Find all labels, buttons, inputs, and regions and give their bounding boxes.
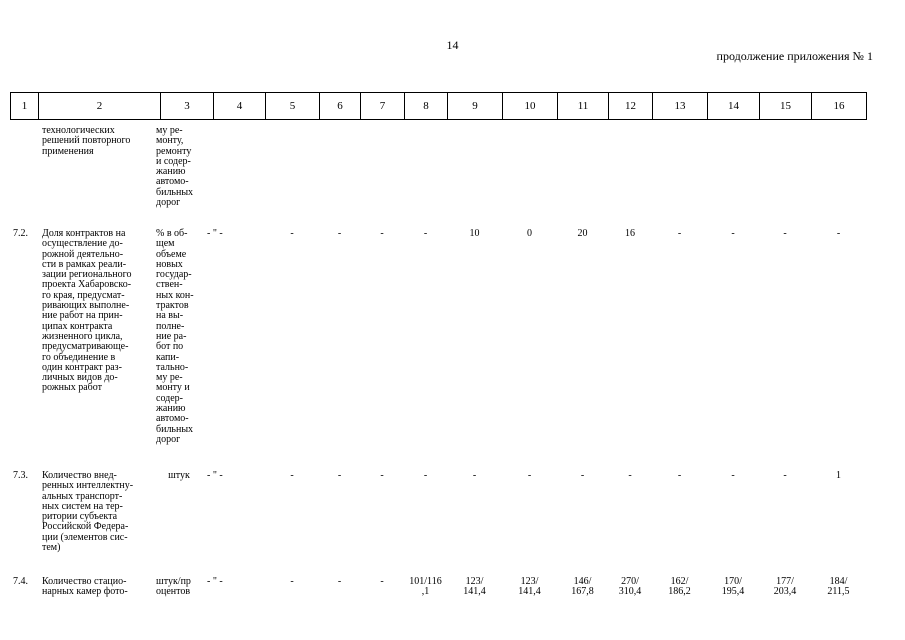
row-name-line: проекта Хабаровско- bbox=[42, 279, 132, 291]
row-name-line: сти в рамках реали- bbox=[42, 258, 127, 270]
value-col-13: - bbox=[677, 228, 682, 239]
row-unit-line: ствен- bbox=[156, 279, 183, 291]
header-col-4: 4 bbox=[214, 93, 266, 120]
header-col-8: 8 bbox=[405, 93, 448, 120]
row-name-line: го объединение в bbox=[42, 351, 116, 363]
row-name-line: Доля контрактов на bbox=[42, 228, 126, 239]
continuation-unit-line: му ре- bbox=[156, 125, 183, 136]
row-name-line: ривающих выполне- bbox=[42, 300, 130, 312]
value-col-12: 270/ 310,4 bbox=[618, 576, 642, 598]
value-col-13: 162/ 186,2 bbox=[668, 576, 691, 598]
row-name bbox=[42, 471, 157, 553]
value-col-9: - bbox=[472, 470, 477, 481]
row-number: 7.2. bbox=[13, 228, 28, 239]
row-unit-line: щем bbox=[156, 238, 175, 250]
header-col-13: 13 bbox=[653, 93, 708, 120]
row-unit bbox=[156, 577, 202, 598]
row-unit-line: объеме bbox=[156, 248, 187, 260]
continuation-unit-line: бильных bbox=[156, 186, 194, 198]
continuation-unit-line: и содер- bbox=[156, 155, 191, 167]
row-unit-line: монту и bbox=[156, 382, 190, 394]
row-name-line: нарных камер фото- bbox=[42, 586, 128, 598]
value-col-8: - bbox=[423, 228, 428, 239]
row-unit-line: штук bbox=[168, 470, 190, 481]
continuation-name-line: решений повторного bbox=[42, 135, 131, 147]
continuation-unit-line: монту, bbox=[156, 135, 184, 147]
value-col-6: - bbox=[337, 470, 342, 481]
value-col-14: - bbox=[731, 470, 735, 481]
row-unit-line: тально- bbox=[156, 361, 189, 373]
row-name-line: Количество внед- bbox=[42, 470, 117, 481]
header-col-3: 3 bbox=[161, 93, 214, 120]
row-unit-line: жанию bbox=[156, 403, 186, 415]
continuation-unit bbox=[156, 126, 202, 208]
continuation-name bbox=[42, 126, 157, 157]
header-col-2: 2 bbox=[39, 93, 161, 120]
continuation-name-line: технологических bbox=[42, 125, 115, 136]
value-col-6: - bbox=[337, 228, 342, 239]
row-unit-line: государ- bbox=[156, 269, 192, 281]
value-col-12: - bbox=[628, 470, 632, 481]
header-col-6: 6 bbox=[320, 93, 361, 120]
row-name bbox=[42, 577, 157, 598]
row-name-line: ципах контракта bbox=[42, 320, 113, 332]
row-name bbox=[42, 229, 157, 394]
value-col-5: - bbox=[290, 470, 294, 481]
value-col-10: 123/ 141,4 bbox=[518, 576, 541, 598]
column-number-header bbox=[10, 92, 867, 120]
row-col-4: - " - bbox=[207, 576, 223, 587]
value-col-7: - bbox=[380, 470, 384, 481]
value-col-15: - bbox=[783, 228, 787, 239]
value-col-10: 0 bbox=[527, 228, 532, 239]
row-name-line: рожной деятельно- bbox=[42, 248, 124, 260]
value-col-14: - bbox=[731, 228, 735, 239]
value-col-13: - bbox=[677, 470, 682, 481]
header-col-12: 12 bbox=[609, 93, 653, 120]
row-name-line: ние работ на прин- bbox=[42, 310, 123, 322]
header-col-15: 15 bbox=[760, 93, 812, 120]
value-col-9: 123/ 141,4 bbox=[463, 576, 486, 598]
row-unit-line: ных кон- bbox=[156, 289, 194, 301]
row-name-line: осуществление до- bbox=[42, 238, 123, 250]
header-col-11: 11 bbox=[558, 93, 609, 120]
row-name-line: зации регионального bbox=[42, 269, 132, 281]
continuation-unit-line: автомо- bbox=[156, 176, 189, 188]
row-name-line: ции (элементов сис- bbox=[42, 531, 128, 543]
header-col-5: 5 bbox=[266, 93, 320, 120]
row-unit-line: оцентов bbox=[156, 586, 191, 598]
header-col-14: 14 bbox=[708, 93, 760, 120]
row-name-line: го края, предусмат- bbox=[42, 289, 125, 301]
row-name-line: личных видов до- bbox=[42, 372, 118, 384]
row-unit-line: на вы- bbox=[156, 310, 184, 322]
row-name-line: Российской Федера- bbox=[42, 521, 129, 533]
header-col-7: 7 bbox=[361, 93, 405, 120]
row-col-4: - " - bbox=[207, 470, 223, 481]
row-unit-line: новых bbox=[156, 258, 183, 270]
value-col-5: - bbox=[290, 228, 294, 239]
value-col-16: - bbox=[836, 228, 841, 239]
value-col-11: - bbox=[580, 470, 585, 481]
header-col-16: 16 bbox=[812, 93, 867, 120]
row-name-line: ренных интеллектну- bbox=[42, 480, 134, 492]
continuation-unit-line: жанию bbox=[156, 166, 186, 178]
row-name-line: жизненного цикла, bbox=[42, 330, 123, 342]
value-col-9: 10 bbox=[469, 228, 480, 239]
header-col-10: 10 bbox=[503, 93, 558, 120]
value-col-16: 1 bbox=[836, 470, 841, 481]
continuation-unit-line: дорог bbox=[156, 197, 181, 209]
row-unit-line: му ре- bbox=[156, 372, 183, 384]
value-col-6: - bbox=[337, 576, 342, 587]
appendix-note: продолжение приложения № 1 bbox=[716, 49, 873, 63]
row-number: 7.4. bbox=[13, 576, 28, 587]
row-unit-line: дорог bbox=[156, 433, 181, 445]
value-col-10: - bbox=[527, 470, 532, 481]
value-col-5: - bbox=[290, 576, 294, 587]
row-unit bbox=[156, 229, 202, 445]
page-number: 14 bbox=[446, 38, 459, 52]
value-col-12: 16 bbox=[625, 228, 635, 239]
value-col-11: 20 bbox=[577, 228, 588, 239]
value-col-7: - bbox=[380, 228, 384, 239]
row-name-line: ных систем на тер- bbox=[42, 500, 123, 512]
row-name-line: предусматривающе- bbox=[42, 341, 129, 353]
value-col-11: 146/ 167,8 bbox=[571, 576, 594, 598]
value-col-8: - bbox=[423, 470, 428, 481]
row-name-line: рожных работ bbox=[42, 382, 102, 394]
value-col-14: 170/ 195,4 bbox=[721, 576, 745, 598]
row-unit-line: автомо- bbox=[156, 413, 189, 425]
row-unit-line: % в об- bbox=[156, 228, 188, 239]
row-unit-line: штук/пр bbox=[156, 576, 191, 587]
value-col-8: 101/116 ,1 bbox=[409, 576, 442, 598]
value-col-15: 177/ 203,4 bbox=[773, 576, 797, 598]
row-number: 7.3. bbox=[13, 470, 28, 481]
header-col-1: 1 bbox=[11, 93, 39, 120]
continuation-unit-line: ремонту bbox=[156, 145, 192, 157]
row-unit-line: содер- bbox=[156, 392, 184, 404]
row-unit bbox=[156, 471, 202, 481]
row-name-line: ритории субъекта bbox=[42, 511, 118, 523]
row-col-4: - " - bbox=[207, 228, 223, 239]
value-col-16: 184/ 211,5 bbox=[827, 576, 850, 598]
continuation-name-line: применения bbox=[42, 145, 94, 157]
value-col-15: - bbox=[783, 470, 787, 481]
row-name-line: альных транспорт- bbox=[42, 490, 123, 502]
row-unit-line: полне- bbox=[156, 320, 185, 332]
row-unit-line: бот по bbox=[156, 341, 184, 353]
row-unit-line: капи- bbox=[156, 351, 180, 363]
row-name-line: один контракт раз- bbox=[42, 361, 122, 373]
row-unit-line: бильных bbox=[156, 423, 194, 435]
row-unit-line: трактов bbox=[156, 300, 189, 312]
value-col-7: - bbox=[380, 576, 384, 587]
header-col-9: 9 bbox=[448, 93, 503, 120]
row-name-line: тем) bbox=[42, 542, 61, 554]
row-unit-line: ние ра- bbox=[156, 330, 187, 342]
row-name-line: Количество стацио- bbox=[42, 576, 127, 587]
